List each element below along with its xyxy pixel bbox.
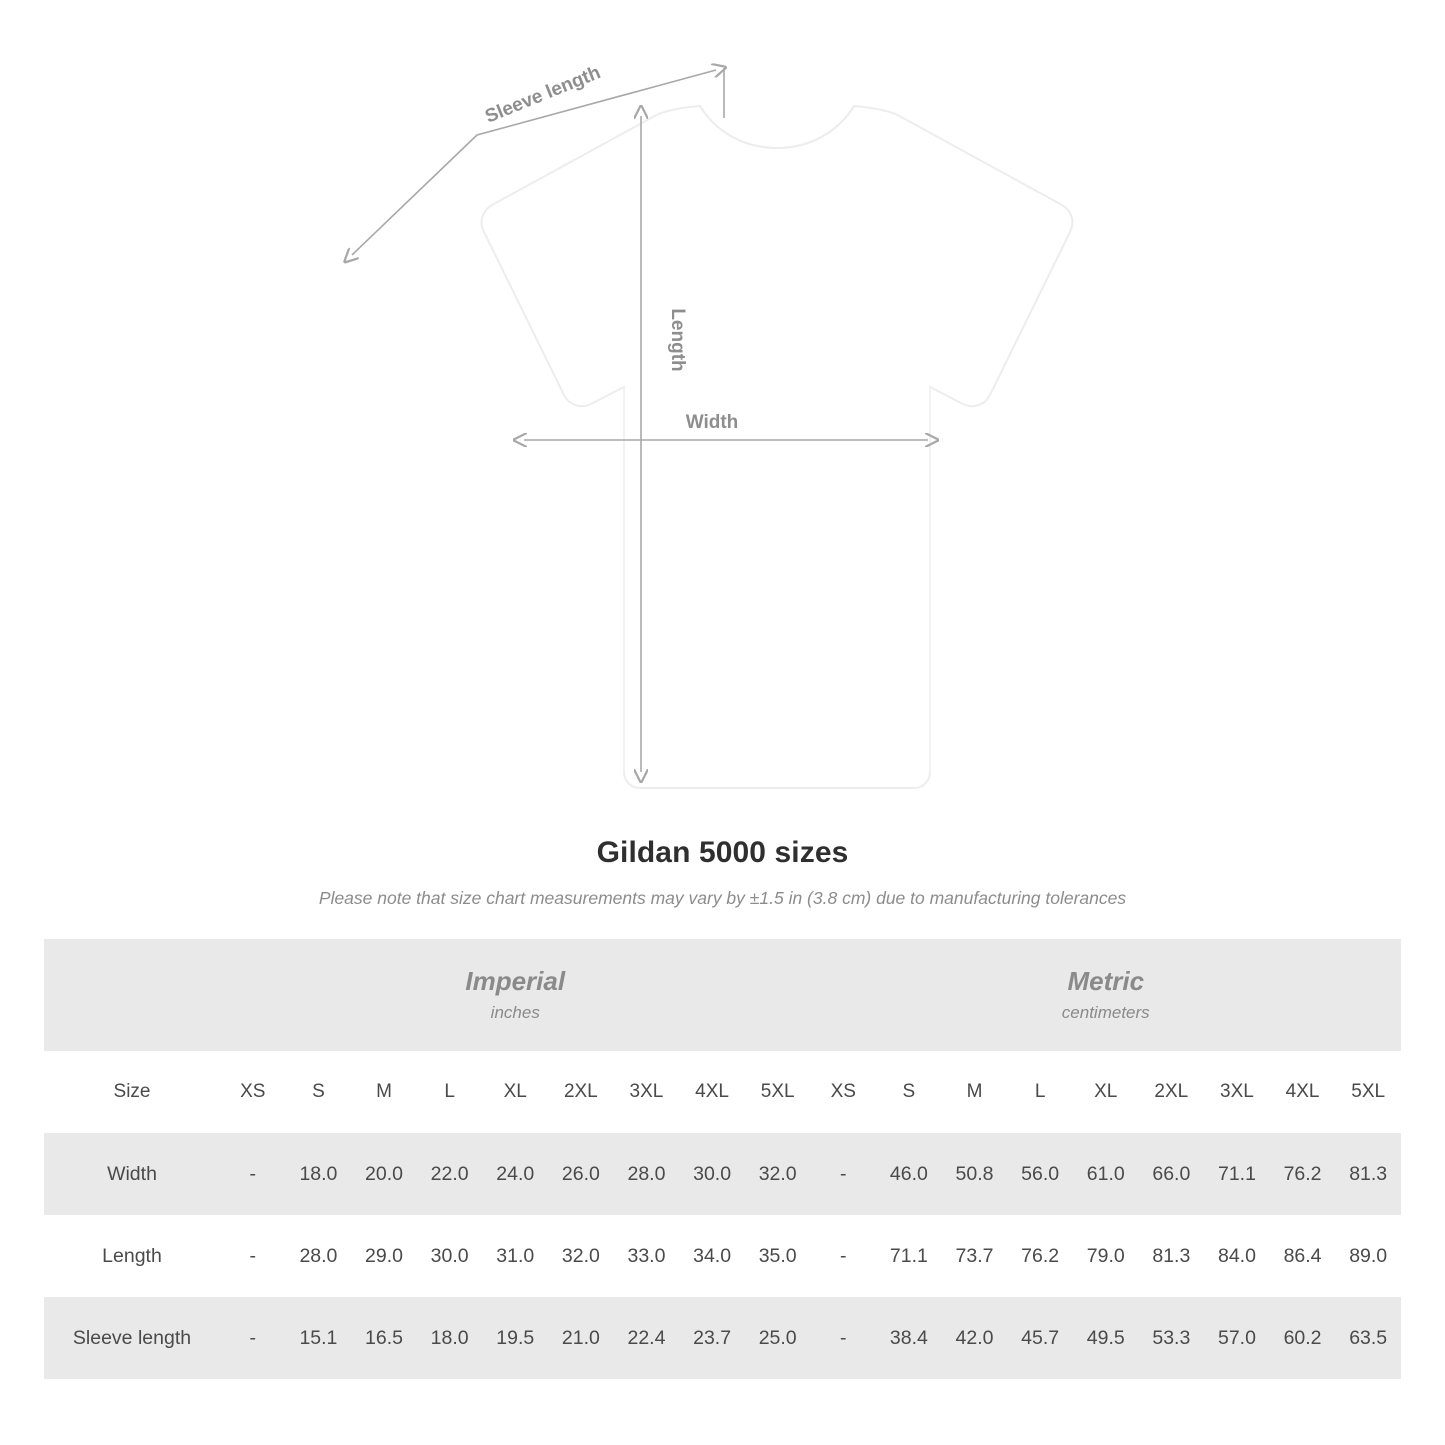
header-size-imp-7: 4XL	[679, 1051, 745, 1133]
cell-width-imp-1: 18.0	[286, 1133, 352, 1215]
header-size-imp-3: L	[417, 1051, 483, 1133]
header-size-met-5: 2XL	[1139, 1051, 1205, 1133]
cell-width-imp-3: 22.0	[417, 1133, 483, 1215]
header-size-met-2: M	[942, 1051, 1008, 1133]
header-size-met-3: L	[1007, 1051, 1073, 1133]
cell-sleeve-met-4: 49.5	[1073, 1297, 1139, 1379]
size-table-wrapper	[44, 939, 1401, 1379]
cell-width-met-1: 46.0	[876, 1133, 942, 1215]
header-size-imp-2: M	[351, 1051, 417, 1133]
unit-header-metric	[810, 939, 1401, 1051]
cell-width-met-6: 71.1	[1204, 1133, 1270, 1215]
cell-width-imp-7: 30.0	[679, 1133, 745, 1215]
cell-width-met-7: 76.2	[1270, 1133, 1336, 1215]
cell-sleeve-met-2: 42.0	[942, 1297, 1008, 1379]
cell-width-met-5: 66.0	[1139, 1133, 1205, 1215]
header-size-met-0: XS	[810, 1051, 876, 1133]
table-row-width	[44, 1133, 1401, 1215]
cell-length-met-4: 79.0	[1073, 1215, 1139, 1297]
cell-sleeve-imp-1: 15.1	[286, 1297, 352, 1379]
row-label-length: Length	[44, 1215, 220, 1297]
unit-imperial-sub: inches	[490, 1002, 540, 1022]
width-label: Width	[685, 412, 739, 433]
cell-sleeve-met-7: 60.2	[1270, 1297, 1336, 1379]
cell-length-imp-1: 28.0	[286, 1215, 352, 1297]
cell-width-imp-0: -	[220, 1133, 286, 1215]
header-size-imp-1: S	[286, 1051, 352, 1133]
cell-sleeve-met-5: 53.3	[1139, 1297, 1205, 1379]
header-size-met-6: 3XL	[1204, 1051, 1270, 1133]
cell-sleeve-imp-5: 21.0	[548, 1297, 614, 1379]
cell-length-met-7: 86.4	[1270, 1215, 1336, 1297]
cell-length-met-8: 89.0	[1335, 1215, 1401, 1297]
cell-sleeve-imp-2: 16.5	[351, 1297, 417, 1379]
cell-width-met-2: 50.8	[942, 1133, 1008, 1215]
title-block	[0, 836, 1445, 909]
cell-length-imp-2: 29.0	[351, 1215, 417, 1297]
unit-imperial-name: Imperial	[465, 966, 566, 997]
header-size-imp-6: 3XL	[614, 1051, 680, 1133]
header-size-met-4: XL	[1073, 1051, 1139, 1133]
cell-sleeve-met-3: 45.7	[1007, 1297, 1073, 1379]
tshirt-shape	[482, 106, 1073, 788]
cell-length-met-5: 81.3	[1139, 1215, 1205, 1297]
cell-width-met-0: -	[810, 1133, 876, 1215]
header-size-imp-5: 2XL	[548, 1051, 614, 1133]
header-size-imp-8: 5XL	[745, 1051, 811, 1133]
cell-sleeve-imp-7: 23.7	[679, 1297, 745, 1379]
unit-metric-sub: centimeters	[1061, 1002, 1150, 1022]
header-size-imp-4: XL	[482, 1051, 548, 1133]
cell-length-imp-3: 30.0	[417, 1215, 483, 1297]
cell-sleeve-met-0: -	[810, 1297, 876, 1379]
cell-width-met-8: 81.3	[1335, 1133, 1401, 1215]
cell-width-imp-5: 26.0	[548, 1133, 614, 1215]
cell-width-met-3: 56.0	[1007, 1133, 1073, 1215]
row-label-width: Width	[44, 1133, 220, 1215]
size-table	[44, 939, 1401, 1379]
sleeve-length-label: Sleeve length	[482, 62, 604, 128]
header-size-met-1: S	[876, 1051, 942, 1133]
cell-sleeve-met-6: 57.0	[1204, 1297, 1270, 1379]
cell-sleeve-met-8: 63.5	[1335, 1297, 1401, 1379]
cell-sleeve-imp-6: 22.4	[614, 1297, 680, 1379]
cell-sleeve-imp-4: 19.5	[482, 1297, 548, 1379]
cell-length-imp-6: 33.0	[614, 1215, 680, 1297]
unit-header-spacer	[44, 939, 220, 1051]
cell-length-imp-4: 31.0	[482, 1215, 548, 1297]
header-size-met-8: 5XL	[1335, 1051, 1401, 1133]
cell-length-met-1: 71.1	[876, 1215, 942, 1297]
cell-sleeve-met-1: 38.4	[876, 1297, 942, 1379]
cell-length-met-0: -	[810, 1215, 876, 1297]
size-header-row	[44, 1051, 1401, 1133]
cell-length-met-6: 84.0	[1204, 1215, 1270, 1297]
header-size-met-7: 4XL	[1270, 1051, 1336, 1133]
cell-width-imp-6: 28.0	[614, 1133, 680, 1215]
cell-width-imp-8: 32.0	[745, 1133, 811, 1215]
cell-sleeve-imp-0: -	[220, 1297, 286, 1379]
header-size-label: Size	[44, 1051, 220, 1133]
table-row-sleeve-length	[44, 1297, 1401, 1379]
cell-sleeve-imp-8: 25.0	[745, 1297, 811, 1379]
cell-width-imp-4: 24.0	[482, 1133, 548, 1215]
cell-length-imp-0: -	[220, 1215, 286, 1297]
unit-header-imperial	[220, 939, 810, 1051]
cell-length-imp-5: 32.0	[548, 1215, 614, 1297]
page-title: Gildan 5000 sizes	[596, 836, 849, 869]
cell-width-imp-2: 20.0	[351, 1133, 417, 1215]
unit-metric-name: Metric	[1067, 966, 1145, 997]
cell-length-met-2: 73.7	[942, 1215, 1008, 1297]
length-label: Length	[667, 308, 688, 372]
cell-length-imp-8: 35.0	[745, 1215, 811, 1297]
tolerance-note: Please note that size chart measurements may vary by ±1.5 in (3.8 cm) due to manufacturing tolerances	[318, 888, 1127, 908]
table-row-length	[44, 1215, 1401, 1297]
cell-width-met-4: 61.0	[1073, 1133, 1139, 1215]
header-size-imp-0: XS	[220, 1051, 286, 1133]
row-label-sleeve-length: Sleeve length	[44, 1297, 220, 1379]
cell-sleeve-imp-3: 18.0	[417, 1297, 483, 1379]
cell-length-met-3: 76.2	[1007, 1215, 1073, 1297]
unit-header-row	[44, 939, 1401, 1051]
cell-length-imp-7: 34.0	[679, 1215, 745, 1297]
